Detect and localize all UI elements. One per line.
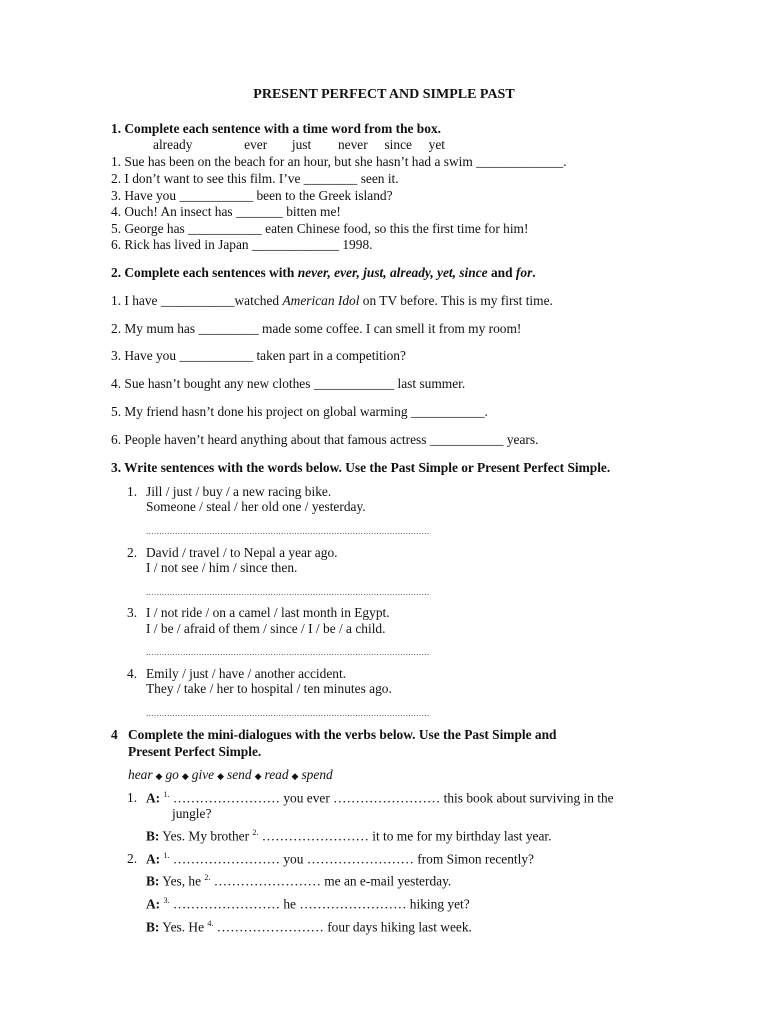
- s2-item-text: 3. Have you: [111, 348, 177, 363]
- answer-blank[interactable]: ___________: [410, 404, 485, 419]
- answer-gap[interactable]: ……………………: [172, 790, 280, 806]
- dialogue-line: [146, 896, 470, 912]
- speaker-label: B:: [146, 873, 160, 889]
- s1-item: [111, 204, 341, 219]
- s3-prompt: Someone / steal / her old one / yesterday.: [146, 499, 366, 514]
- answer-blank[interactable]: ___________: [179, 188, 254, 203]
- gap-number: 1.: [163, 851, 170, 860]
- s2-item: [111, 404, 488, 419]
- s1-item: [111, 154, 567, 169]
- s1-item-text: 4. Ouch! An insect has: [111, 204, 233, 219]
- answer-gap[interactable]: ……………………: [172, 851, 280, 867]
- s3-prompt: I / be / afraid of them / since / I / be / a child.: [146, 621, 386, 636]
- gap-number: 2.: [252, 828, 259, 837]
- dialogue-text: hiking yet?: [406, 896, 470, 912]
- dialogue-line: [146, 851, 534, 867]
- diamond-icon: ◆: [291, 771, 299, 781]
- dialogue-continuation: jungle?: [172, 806, 212, 821]
- section4-heading: Present Perfect Simple.: [128, 744, 262, 759]
- speaker-label: A:: [146, 790, 161, 806]
- section1-heading: 1. Complete each sentence with a time word from the box.: [111, 121, 441, 136]
- answer-blank[interactable]: ___________: [188, 221, 262, 236]
- section2-heading: [111, 265, 536, 280]
- answer-blank[interactable]: ________: [303, 171, 358, 186]
- s2-item-text: 4. Sue hasn’t bought any new clothes: [111, 376, 311, 391]
- s1-item-text: 6. Rick has lived in Japan: [111, 237, 249, 252]
- gap-number: 1.: [163, 790, 170, 799]
- s2-item-text: made some coffee. I can smell it from my room!: [258, 321, 522, 336]
- heading-text: and: [487, 265, 516, 280]
- answer-gap[interactable]: ……………………: [299, 896, 407, 912]
- s3-prompt: Emily / just / have / another accident.: [146, 666, 347, 681]
- dialogue-text: me an e-mail yesterday.: [320, 873, 452, 889]
- gap-number: 2.: [204, 873, 211, 882]
- s3-item-number: 2.: [127, 545, 138, 560]
- box-word: already: [153, 137, 193, 152]
- answer-gap[interactable]: ……………………: [213, 873, 321, 889]
- s2-item-text: on TV before. This is my first time.: [359, 293, 553, 308]
- s3-prompt: I / not ride / on a camel / last month in Egypt.: [146, 605, 390, 620]
- s2-item-text: taken part in a competition?: [253, 348, 406, 363]
- s2-item-text: years.: [503, 432, 539, 447]
- dialogue-line: [146, 828, 551, 844]
- heading-italic-words: for: [515, 265, 533, 280]
- gap-number: 4.: [207, 919, 214, 928]
- s3-item-number: 3.: [127, 605, 138, 620]
- box-word: ever: [244, 137, 268, 152]
- s2-item-text: 2. My mum has: [111, 321, 196, 336]
- s2-item-text: last summer.: [394, 376, 466, 391]
- answer-line[interactable]: ...........................................................................................................: [146, 587, 430, 597]
- dialogue-text: from Simon recently?: [413, 851, 535, 867]
- s2-item-text: .: [484, 404, 488, 419]
- answer-blank[interactable]: _________: [198, 321, 259, 336]
- dialogue-line: [146, 790, 614, 806]
- verb: go: [165, 767, 179, 782]
- section4-heading: Complete the mini-dialogues with the verbs below. Use the Past Simple and: [128, 727, 557, 742]
- dialogue-text: Yes, he: [159, 873, 205, 889]
- heading-italic-words: never, ever, just, already, yet, since: [297, 265, 488, 280]
- s1-item: [111, 221, 528, 236]
- s1-item-text: 3. Have you: [111, 188, 177, 203]
- show-title: American Idol: [282, 293, 360, 308]
- verb-list: [128, 767, 333, 782]
- verb: read: [264, 767, 289, 782]
- speaker-label: B:: [146, 828, 160, 844]
- answer-blank[interactable]: ___________: [160, 293, 235, 308]
- dialogue-line: [146, 919, 472, 935]
- heading-text: 2. Complete each sentences with: [111, 265, 298, 280]
- heading-text: .: [532, 265, 536, 280]
- answer-blank[interactable]: _____________: [251, 237, 340, 252]
- speaker-label: B:: [146, 919, 160, 935]
- s1-item-text: bitten me!: [282, 204, 341, 219]
- answer-gap[interactable]: ……………………: [216, 919, 324, 935]
- verb: spend: [301, 767, 333, 782]
- s1-item-text: eaten Chinese food, so this the first time for him!: [261, 221, 529, 236]
- s1-item: [111, 237, 373, 252]
- s3-prompt: I / not see / him / since then.: [146, 560, 298, 575]
- dialogue-line: [146, 873, 451, 889]
- dialogue-text: he: [279, 896, 300, 912]
- answer-blank[interactable]: ___________: [179, 348, 254, 363]
- box-word: just: [291, 137, 312, 152]
- diamond-icon: ◆: [254, 771, 262, 781]
- s2-item-text: watched: [234, 293, 283, 308]
- answer-line[interactable]: ...........................................................................................................: [146, 708, 430, 718]
- s2-item-text: 6. People haven’t heard anything about that famous actress: [111, 432, 427, 447]
- s1-item-text: been to the Greek island?: [253, 188, 393, 203]
- verb: give: [191, 767, 215, 782]
- box-word: since: [384, 137, 412, 152]
- verb: hear: [128, 767, 153, 782]
- dialogue-number: 1.: [127, 790, 138, 805]
- s2-item: [111, 321, 521, 336]
- section3-heading: 3. Write sentences with the words below. Use the Past Simple or Present Perfect Simple.: [111, 460, 611, 475]
- speaker-label: A:: [146, 851, 161, 867]
- s1-item-text: 1. Sue has been on the beach for an hour, but she hasn’t had a swim: [111, 154, 473, 169]
- s1-item: [111, 188, 393, 203]
- answer-line[interactable]: ...........................................................................................................: [146, 647, 430, 657]
- s3-prompt: Jill / just / buy / a new racing bike.: [146, 484, 332, 499]
- dialogue-text: you: [279, 851, 307, 867]
- s2-item: [111, 293, 553, 308]
- gap-number: 3.: [163, 896, 170, 905]
- speaker-label: A:: [146, 896, 161, 912]
- s3-prompt: They / take / her to hospital / ten minutes ago.: [146, 681, 392, 696]
- diamond-icon: ◆: [217, 771, 225, 781]
- dialogue-text: four days hiking last week.: [323, 919, 472, 935]
- s1-item-text: 5. George has: [111, 221, 185, 236]
- word-box: [153, 137, 445, 152]
- s2-item-text: 5. My friend hasn’t done his project on global warming: [111, 404, 408, 419]
- verb: send: [227, 767, 252, 782]
- answer-line[interactable]: ...........................................................................................................: [146, 526, 430, 536]
- answer-blank[interactable]: ____________: [313, 376, 395, 391]
- dialogue-text: Yes. My brother: [159, 828, 253, 844]
- answer-blank[interactable]: _______: [235, 204, 283, 219]
- answer-gap[interactable]: ……………………: [333, 790, 441, 806]
- dialogue-text: this book about surviving in the: [440, 790, 614, 806]
- s2-item: [111, 348, 406, 363]
- s3-item-number: 4.: [127, 666, 138, 681]
- s3-prompt: David / travel / to Nepal a year ago.: [146, 545, 338, 560]
- box-word: never: [337, 137, 368, 152]
- answer-gap[interactable]: ……………………: [261, 828, 369, 844]
- s1-item: [111, 171, 399, 186]
- s2-item: [111, 432, 538, 447]
- s3-item-number: 1.: [127, 484, 138, 499]
- s1-item-text: 2. I don’t want to see this film. I’ve: [111, 171, 301, 186]
- dialogue-text: it to me for my birthday last year.: [368, 828, 552, 844]
- dialogue-number: 2.: [127, 851, 138, 866]
- answer-blank[interactable]: ___________: [429, 432, 504, 447]
- dialogue-text: Yes. He: [159, 919, 208, 935]
- answer-gap[interactable]: ……………………: [306, 851, 414, 867]
- box-word: yet: [428, 137, 446, 152]
- s2-item-text: 1. I have: [111, 293, 158, 308]
- dialogue-text: you ever: [279, 790, 334, 806]
- diamond-icon: ◆: [181, 771, 189, 781]
- section4-number: 4: [111, 727, 118, 742]
- s1-item-text: .: [563, 154, 567, 169]
- answer-gap[interactable]: ……………………: [172, 896, 280, 912]
- s2-item: [111, 376, 465, 391]
- page-title: PRESENT PERFECT AND SIMPLE PAST: [253, 87, 515, 102]
- diamond-icon: ◆: [155, 771, 163, 781]
- s1-item-text: seen it.: [357, 171, 399, 186]
- s1-item-text: 1998.: [339, 237, 373, 252]
- answer-blank[interactable]: _____________: [476, 154, 564, 169]
